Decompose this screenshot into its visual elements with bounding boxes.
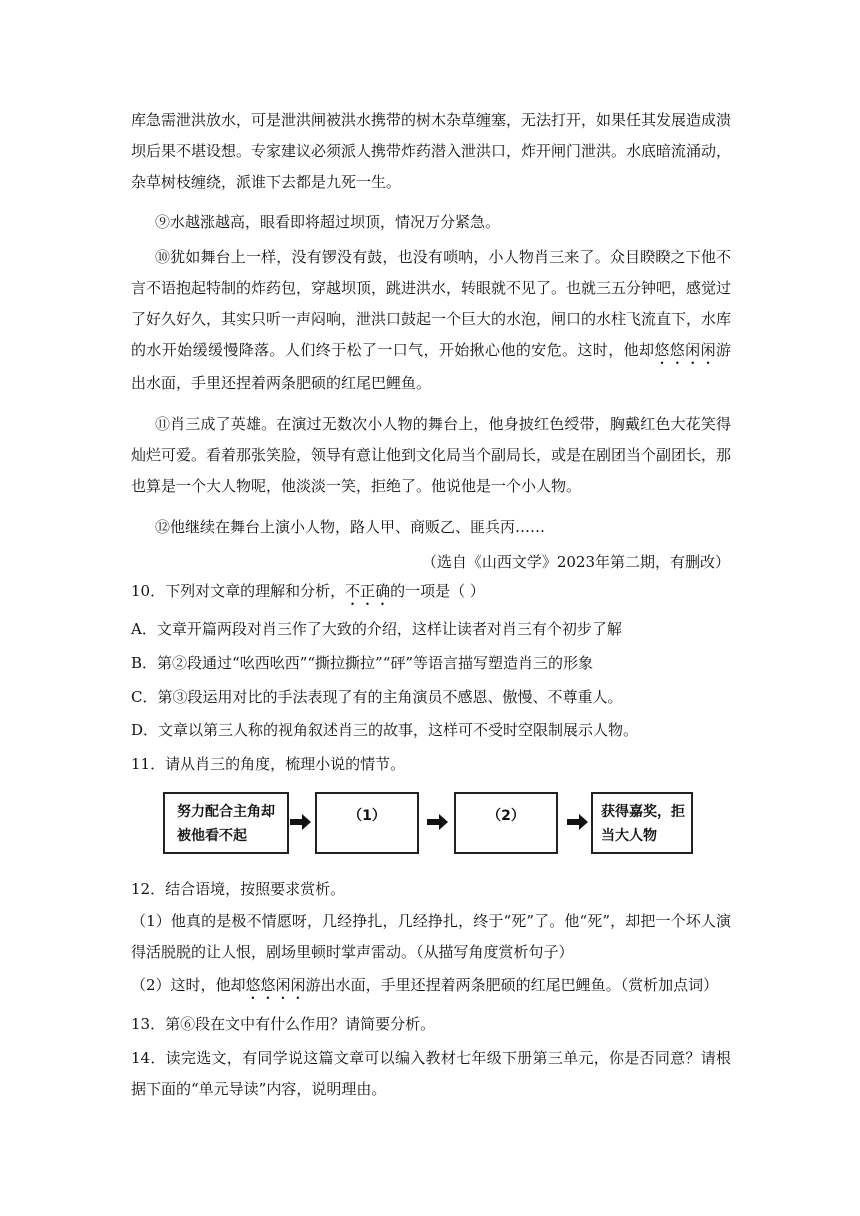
q10-option-d: D．文章以第三人称的视角叙述肖三的故事，这样可不受时空限制展示人物。	[131, 721, 639, 739]
flow-box-4-line-2: 当大人物	[601, 828, 657, 844]
flow-box-1-line-1: 努力配合主角却	[177, 804, 275, 820]
question-14-stem: 14．读完选文，有同学说这篇文章可以编入教材七年级下册第三单元，你是否同意？请根据下面的“单元导读”内容，说明理由。	[131, 1049, 731, 1098]
emphasized-word: 悠悠闲闲	[654, 341, 716, 359]
q10-option-c: C．第③段运用对比的手法表现了有的主角演员不感恩、傲慢、不尊重人。	[131, 688, 623, 706]
arrow-right-icon	[427, 813, 449, 831]
q10-option-a: A．文章开篇两段对肖三作了大致的介绍，这样让读者对肖三有个初步了解	[131, 620, 622, 638]
question-11-stem: 11．请从肖三的角度，梳理小说的情节。	[131, 755, 406, 773]
q12-sub-2	[131, 974, 718, 1003]
paragraph-10-text-a: ⑩犹如舞台上一样，没有锣没有鼓，也没有唢呐，小人物肖三来了。众目睽睽之下他不言不语抱起特制的炸药包，穿越坝顶，跳进洪水，转眼就不见了。也就三五分钟吧，感觉过了好久好久，其实只听一声闷响，泄洪口鼓起一个巨大的水泡，闸口的水柱飞流直下，水库的水开始缓缓慢降落。人们终于松了一口气，开始揪心他的安危。这时，他却	[131, 248, 732, 359]
flow-box-2-label: （1）	[348, 808, 386, 824]
passage-paragraph-10	[131, 242, 731, 399]
question-13-stem: 13．第⑥段在文中有什么作用？请简要分析。	[131, 1015, 436, 1033]
q12-sub-2-b: 游出水面，手里还捏着两条肥硕的红尾巴鲤鱼。（赏析加点词）	[305, 976, 719, 994]
flow-box-4-line-1: 获得嘉奖，拒	[601, 804, 685, 820]
q10-stem-a: 10．下列对文章的理解和分析，	[131, 582, 346, 600]
q10-emphasized-word: 不正确	[345, 582, 391, 600]
flow-box-1	[163, 792, 289, 854]
plot-flow-diagram	[163, 792, 693, 858]
arrow-right-icon	[567, 813, 589, 831]
passage-paragraph-11: ⑪肖三成了英雄。在演过无数次小人物的舞台上，他身披红色绶带，胸戴红色大花笑得灿烂可爱。看着那张笑脸，领导有意让他到文化局当个副局长，或是在剧团当个副团长，那也算是一个大人物呢，他淡淡一笑，拒绝了。他说他是一个小人物。	[131, 415, 732, 495]
q12-sub-2-a: （2）这时，他却	[131, 976, 246, 994]
passage-paragraph-8-continued: 库急需泄洪放水，可是泄洪闸被洪水携带的树木杂草缠塞，无法打开，如果任其发展造成溃坝后果不堪设想。专家建议必须派人携带炸药潜入泄洪口，炸开闸门泄洪。水底暗流涌动，杂草树枝缠绕，派谁下去都是九死一生。	[131, 111, 732, 191]
flow-box-3-label: （2）	[487, 808, 525, 824]
arrow-right-icon	[290, 813, 312, 831]
q12-sub-1: （1）他真的是极不情愿呀，几经挣扎，几经挣扎，终于“死”了。他“死”，却把一个坏人演得活脱脱的让人恨，剧场里顿时掌声雷动。（从描写角度赏析句子）	[131, 912, 731, 961]
flow-box-1-line-2: 被他看不起	[177, 828, 247, 844]
flow-box-3-blank[interactable]	[454, 792, 558, 854]
passage-paragraph-9: ⑨水越涨越高，眼看即将超过坝顶，情况万分紧急。	[155, 213, 501, 231]
question-12-stem: 12．结合语境，按照要求赏析。	[131, 880, 346, 898]
q10-stem-b: 的一项是（ ）	[390, 582, 485, 600]
question-10-stem	[131, 580, 485, 609]
flow-box-2-blank[interactable]	[315, 792, 419, 854]
flow-box-4	[591, 792, 693, 854]
source-citation: （选自《山西文学》2023年第二期，有删改）	[421, 553, 730, 571]
q10-option-b: B．第②段通过“吆西吆西”“撕拉撕拉”“砰”等语言描写塑造肖三的形象	[131, 654, 594, 672]
q12-emphasized-word: 悠悠闲闲	[245, 976, 306, 994]
passage-paragraph-12: ⑫他继续在舞台上演小人物，路人甲、商贩乙、匪兵丙……	[155, 518, 546, 536]
paragraph-10-text-b: 游出水面，手里还捏着两条肥硕的红尾巴鲤鱼。	[131, 341, 731, 392]
